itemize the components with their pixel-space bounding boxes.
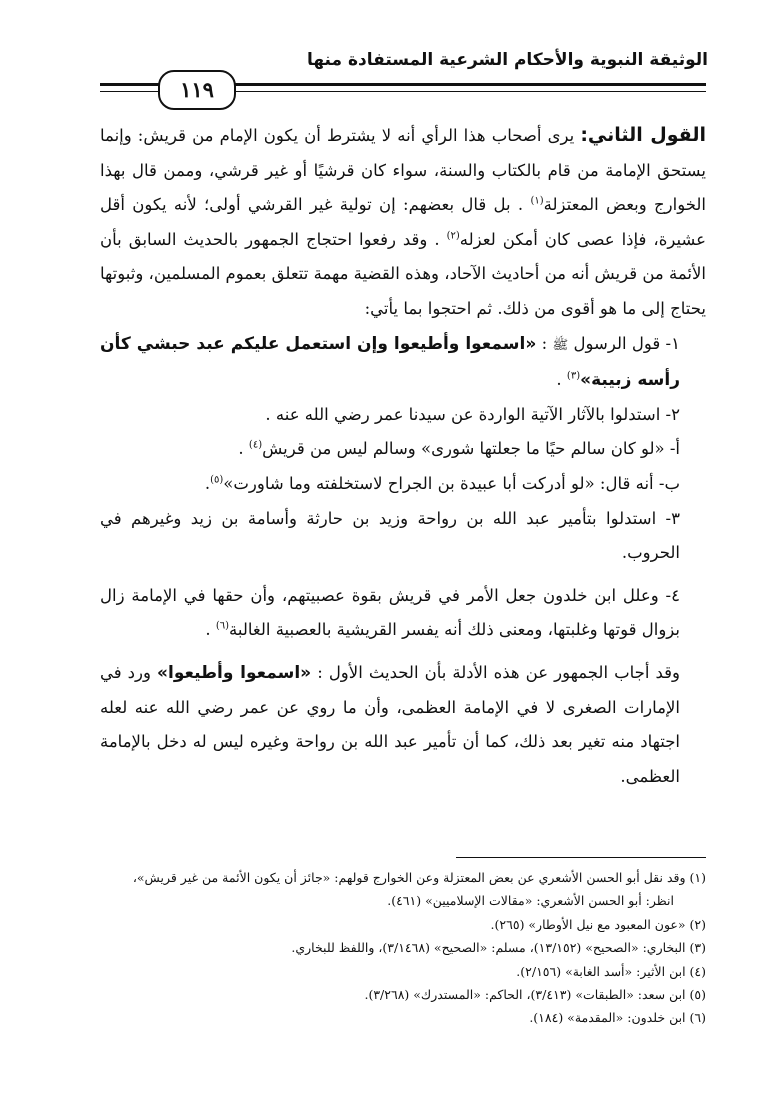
list-item-text: . (205, 620, 216, 640)
list-item-3: ٣- استدلوا بتأمير عبد الله بن رواحة وزيد بن حارثة وأسامة بن زيد وغيرهم في الحروب. (100, 508, 680, 563)
paragraph-second-opinion (100, 118, 706, 327)
footnote-rule (456, 857, 706, 858)
list-item-text: . (238, 439, 249, 459)
footnote-3: (٣) البخاري: «الصحيح» (١٣/١٥٢)، مسلم: «الصحيح» (٣/١٤٦٨)، واللفظ للبخاري. (291, 940, 706, 956)
list-item-2a (100, 432, 706, 467)
paragraph-majority-reply (100, 656, 706, 794)
footnote-ref: (٢) (446, 230, 460, 242)
list-item-1 (100, 327, 706, 398)
pbuh-glyph: ﷺ (552, 337, 569, 353)
section-lead: القول الثاني: (580, 124, 707, 146)
footnote-ref: (١) (530, 195, 544, 207)
footnote-ref: (٥) (210, 474, 224, 486)
main-text (100, 118, 706, 794)
page-number: ١١٩ (158, 70, 236, 110)
list-item-text: ب- أنه قال: «لو أدركت أبا عبيدة بن الجراح لاستخلفته وما شاورت» (223, 473, 680, 493)
footnote-4: (٤) ابن الأثير: «أسد الغابة» (٢/١٥٦). (516, 963, 706, 979)
footnote-5: (٥) ابن سعد: «الطبقات» (٣/٤١٣)، الحاكم: «المستدرك» (٣/٢٦٨). (364, 987, 706, 1003)
list-item-text: ٤- وعلل ابن خلدون جعل الأمر في قريش بقوة عصبيتهم، وأن حقها في الإمامة زال بزوال قوتها وغلبتها، ومعنى ذلك أنه يفسر القريشية بالعصبية الغالبة (100, 585, 680, 640)
list-item-text: ١- قول الرسول (568, 333, 680, 353)
hadith-quote: «اسمعوا وأطيعوا» (157, 662, 312, 683)
list-item-text: . (204, 473, 211, 493)
footnote-1: (١) وقد نقل أبو الحسن الأشعري عن بعض المعتزلة وعن الخوارج قولهم: «جائز أن يكون الأئمة من غير قريش»، (132, 870, 706, 885)
footnote-1-continuation: انظر: أبو الحسن الأشعري: «مقالات الإسلاميين» (٤٦١). (387, 893, 674, 909)
footnote-6: (٦) ابن خلدون: «المقدمة» (١٨٤). (529, 1010, 706, 1026)
list-item-4 (100, 579, 706, 648)
list-item-2b (100, 467, 706, 502)
list-item-text: أ- «لو كان سالم حيًا ما جعلتها شورى» وسالم ليس من قريش (262, 439, 680, 459)
footnote-ref: (٦) (215, 620, 229, 632)
paragraph-text: . وقد رفعوا احتجاج الجمهور بالحديث السابق بأن الأئمة من قريش أنه من أحاديث الآحاد، وهذه القضية مهمة تتعلق بعموم المسلمين، وثبوتها يحتاج إلى ما هو أقوى من ذلك. ثم احتجوا بما يأتي: (100, 229, 706, 318)
paragraph-text: يرى أصحاب هذا الرأي أنه لا يشترط أن يكون الإمام من قريش: وإنما يستحق الإمامة من قام بالكتاب والسنة، سواء كان قرشيًا أو غير قرشي، وممن قال بهذا الخوارج وبعض المعتزلة (100, 126, 706, 215)
list-item-text: . (556, 370, 567, 390)
hadith-quote: «اسمعوا وأطيعوا وإن استعمل عليكم عبد حبشي كأن رأسه زبيبة» (100, 333, 680, 391)
paragraph-text: . بل قال بعضهم: إن تولية غير القرشي أولى؛ لأنه يكون أقل عشيرة، فإذا عصى كان أمكن لعزله (100, 195, 707, 249)
running-title: الوثيقة النبوية والأحكام الشرعية المستفادة منها (306, 50, 708, 70)
footnote-ref: (٣) (566, 370, 581, 382)
list-item-text: : (536, 333, 553, 353)
footnote-ref: (٤) (248, 439, 263, 451)
paragraph-text: ورد في الإمارات الصغرى لا في الإمامة العظمى، وأن ما روي عن عمر رضي الله عنه لعله اجتهاد منه تغير بعد ذلك، كما أن تأمير عبد الله بن رواحة وغيره ليس له دخل بالإمامة العظمى. (100, 662, 680, 786)
footnotes (100, 866, 706, 1030)
footnote-2: (٢) «عون المعبود مع نيل الأوطار» (٢٦٥). (490, 916, 706, 932)
paragraph-text: وقد أجاب الجمهور عن هذه الأدلة بأن الحديث الأول : (311, 662, 680, 682)
list-item-2: ٢- استدلوا بالآثار الآتية الواردة عن سيدنا عمر رضي الله عنه . (265, 404, 680, 424)
